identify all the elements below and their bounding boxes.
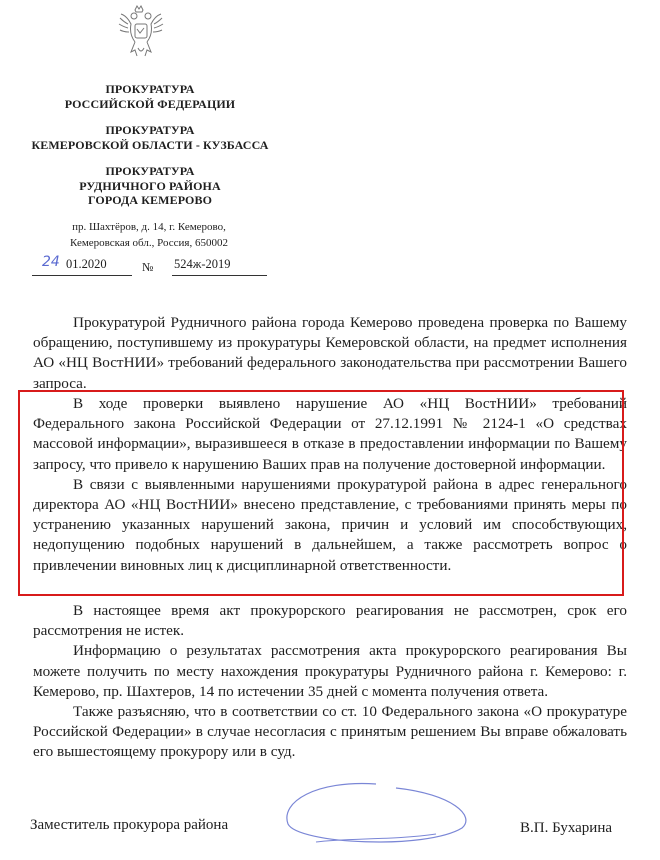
header-line: ПРОКУРАТУРА bbox=[105, 123, 195, 137]
paragraph-2: В ходе проверки выявлено нарушение АО «НЦ ВостНИИ» требований Федерального закона Российской Федерации от 27.12.1991 № 2124-1 «О средствах массовой информации», выразившееся в отказе в предоставлении информации по Вашему запросу, что привело к нарушению Ваших прав на получение достоверной информации. bbox=[33, 395, 627, 473]
signatory-name: В.П. Бухарина bbox=[520, 820, 612, 836]
header-line: ПРОКУРАТУРА bbox=[105, 164, 195, 178]
address-line: Кемеровская обл., Россия, 650002 bbox=[70, 237, 228, 249]
header-block-regional-prosecutor bbox=[10, 123, 290, 152]
paragraph-5: Информацию о результатах рассмотрения акта прокурорского реагирования Вы можете получить по месту нахождения прокуратуры Рудничного района г. Кемерово: г. Кемерово, пр. Шахтеров, 14 по истечении 35 дней с момента получения ответа. bbox=[33, 642, 627, 700]
paragraph-1: Прокуратурой Рудничного района города Кемерово проведена проверка по Вашему обращению, поступившему из прокуратуры Кемеровской области, на предмет исполнения АО «НЦ ВостНИИ» требований федерального законодательства при рассмотрении Вашего запроса. bbox=[33, 314, 627, 392]
header-line: КЕМЕРОВСКОЙ ОБЛАСТИ - КУЗБАССА bbox=[31, 137, 269, 152]
signatory-position: Заместитель прокурора района bbox=[30, 817, 229, 833]
highlight-box bbox=[18, 390, 624, 596]
header-block-district-prosecutor bbox=[40, 164, 260, 208]
registration-date: 01.2020 bbox=[66, 257, 107, 271]
office-address bbox=[40, 219, 258, 251]
paragraph-4: В настоящее время акт прокурорского реагирования не рассмотрен, срок его рассмотрения не истек. bbox=[33, 602, 627, 640]
registration-line bbox=[32, 256, 282, 278]
handwritten-day: 24 bbox=[42, 254, 60, 270]
paragraph-6: Также разъясняю, что в соответствии со ст. 10 Федерального закона «О прокуратуре Российской Федерации» в случае несогласия с принятым решением Вы вправе обжаловать его вышестоящему прокурору или в суд. bbox=[33, 703, 627, 761]
address-line: пр. Шахтёров, д. 14, г. Кемерово, bbox=[72, 221, 226, 233]
paragraph-3: В связи с выявленными нарушениями прокуратурой района в адрес генерального директора АО «НЦ ВостНИИ» внесено представление, с требованиями принять меры по устранению указанных нарушений закона, причин и условий им способствующих, недопущению подобных нарушений в дальнейшем, а также рассмотреть вопрос о привлечении виновных лиц к дисциплинарной ответственности. bbox=[33, 475, 627, 574]
header-line: ПРОКУРАТУРА bbox=[105, 82, 195, 96]
number-sign: № bbox=[142, 260, 154, 274]
date-underline bbox=[32, 275, 132, 276]
registration-number: 524ж-2019 bbox=[174, 257, 231, 271]
body-intro bbox=[33, 313, 627, 394]
header-block-rf-prosecutor bbox=[40, 82, 260, 111]
coat-of-arms-emblem-icon bbox=[116, 4, 166, 60]
signature-scribble bbox=[276, 772, 476, 852]
header-line: ГОРОДА КЕМЕРОВО bbox=[87, 193, 213, 207]
header-line: РУДНИЧНОГО РАЙОНА bbox=[79, 178, 221, 193]
body-closing bbox=[33, 601, 627, 763]
header-line: РОССИЙСКОЙ ФЕДЕРАЦИИ bbox=[64, 96, 236, 111]
number-underline bbox=[172, 275, 267, 276]
